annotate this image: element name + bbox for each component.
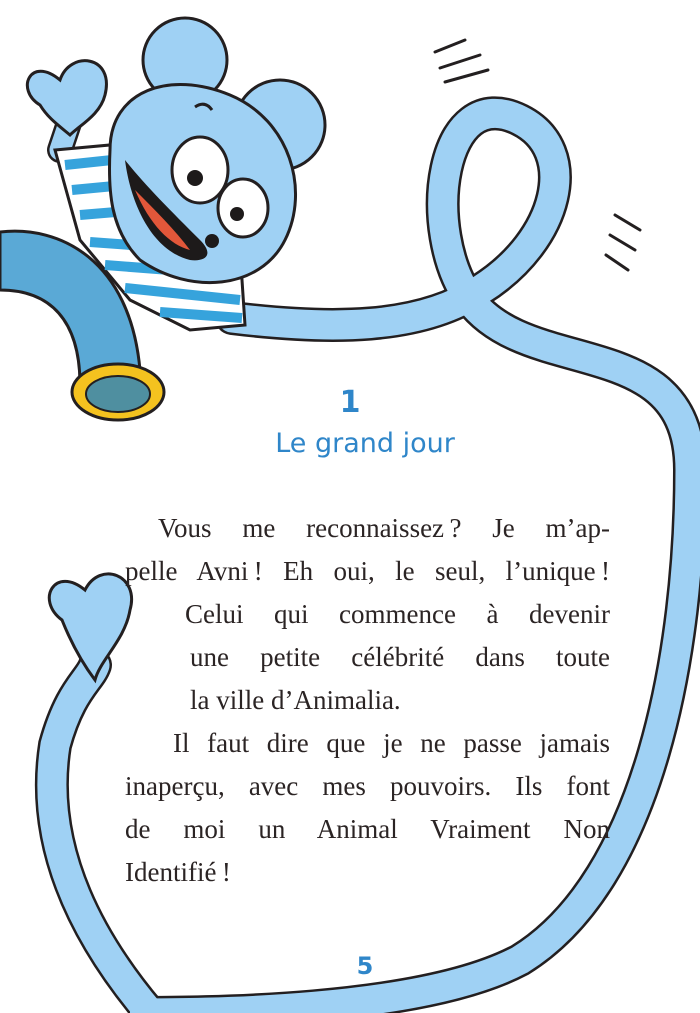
text-line: Vous me reconnaissez ? Je m’ap- — [158, 513, 610, 543]
nose-icon — [205, 234, 219, 248]
chapter-title: Le grand jour — [275, 428, 455, 459]
text-line: inaperçu, avec mes pouvoirs. Ils font — [125, 771, 610, 801]
text-line: Il faut dire que je ne passe jamais — [173, 728, 610, 758]
chapter-number: 1 — [339, 385, 361, 420]
text-line: la ville d’Animalia. — [190, 685, 401, 715]
text-line: de moi un Animal Vraiment Non — [125, 814, 610, 844]
text-line: une petite célébrité dans toute — [190, 642, 610, 672]
eye-icon — [172, 137, 228, 203]
text-line: pelle Avni ! Eh oui, le seul, l’unique ! — [125, 556, 610, 586]
eye-icon — [218, 179, 268, 237]
heart-hand-icon — [27, 61, 106, 135]
text-line: Celui qui commence à devenir — [185, 599, 610, 629]
heart-hand-icon — [49, 574, 131, 680]
avni-head — [109, 18, 325, 283]
text-line: Identifié ! — [125, 857, 231, 887]
page-number: 5 — [356, 952, 374, 980]
